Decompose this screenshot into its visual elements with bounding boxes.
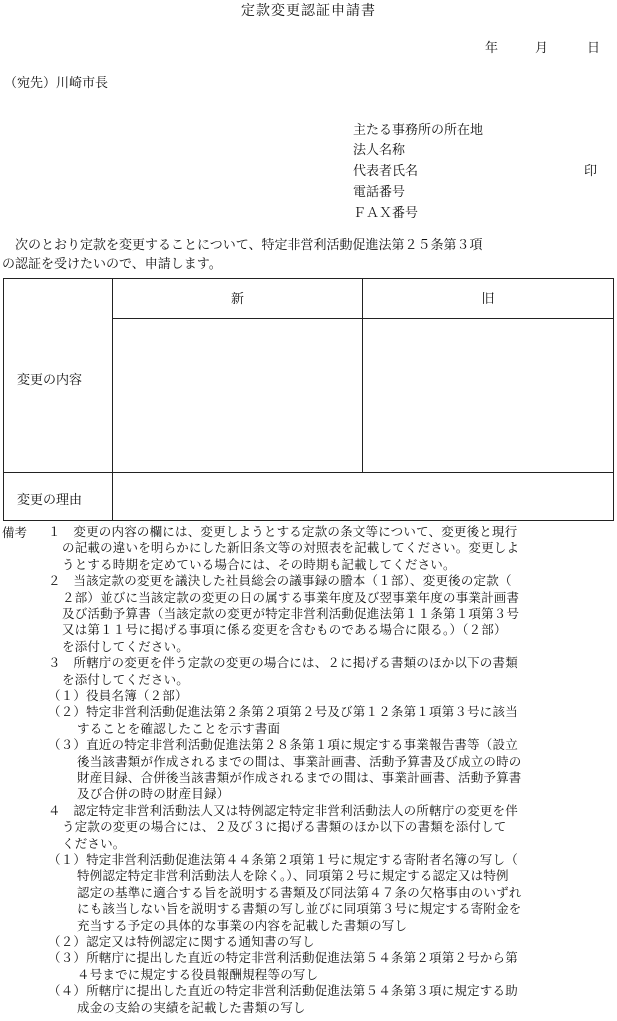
new-content-cell[interactable] xyxy=(113,319,362,472)
note-line: 成金の支給の実績を記載した書類の写し xyxy=(77,999,306,1015)
representative-label: 代表者氏名 xyxy=(353,164,419,179)
table-border xyxy=(613,278,614,521)
date-year-label: 年 xyxy=(485,41,499,56)
note-line: ３ 所轄庁の変更を伴う定款の変更の場合には、２に掲げる書類のほか以下の書類 xyxy=(48,655,518,671)
date-day-label: 日 xyxy=(587,41,601,56)
seal-mark: 印 xyxy=(584,164,598,179)
note-line: することを確認したことを示す書面 xyxy=(77,720,281,736)
table-border xyxy=(3,278,614,279)
column-header-new: 新 xyxy=(230,292,244,307)
fax-label: ＦＡＸ番号 xyxy=(353,206,419,221)
intro-line: の認証を受けたいので、申請します。 xyxy=(2,257,222,272)
addressee: （宛先）川崎市長 xyxy=(4,76,109,91)
phone-label: 電話番号 xyxy=(353,185,406,200)
note-line: ２ 当該定款の変更を議決した社員総会の議事録の謄本（１部）、変更後の定款（ xyxy=(48,573,512,589)
note-line: （２）特定非営利活動促進法第２条第２項第２号及び第１２条第１項第３号に該当 xyxy=(48,704,518,720)
note-line: 特例認定特定非営利活動法人を除く。）、同項第２号に規定する認定又は特例 xyxy=(77,868,509,884)
note-line: 又は第１１号に掲げる事項に係る変更を含むものである場合に限る。）（２部） xyxy=(62,622,507,638)
note-line: うとする時期を定めている場合には、その時期も記載してください。 xyxy=(62,556,456,572)
office-address-label: 主たる事務所の所在地 xyxy=(353,123,484,138)
note-line: 後当該書類が作成されるまでの間は、事業計画書、活動予算書及び成立の時の xyxy=(77,753,522,769)
notes-label: 備考 xyxy=(2,525,28,540)
old-content-cell[interactable] xyxy=(363,319,613,472)
reason-cell[interactable] xyxy=(113,473,613,520)
note-line: （２）認定又は特例認定に関する通知書の写し xyxy=(48,934,315,949)
note-line: を添付してください。 xyxy=(62,671,190,687)
note-line: （３）直近の特定非営利活動促進法第２８条第１項に規定する事業報告書等（設立 xyxy=(48,737,518,753)
note-line: （４）所轄庁に提出した直近の特定非営利活動促進法第５４条第３項に規定する助 xyxy=(48,983,518,999)
note-line: 充当する予定の具体的な事業の内容を記載した書類の写し xyxy=(77,917,408,933)
note-line: 財産目録、合併後当該書類が作成されるまでの間は、事業計画書、活動予算書 xyxy=(77,770,522,785)
note-line: （１）役員名簿（２部） xyxy=(48,688,188,703)
row-label-content: 変更の内容 xyxy=(17,373,83,388)
change-table xyxy=(3,278,614,521)
table-border xyxy=(3,520,614,521)
note-line: ２部）並びに当該定款の変更の日の属する事業年度及び翌事業年度の事業計画書 xyxy=(62,589,520,605)
note-line: 及び活動予算書（当該定款の変更が特定非営利活動促進法第１１条第１項第３号 xyxy=(62,606,520,621)
note-line: ４ 認定特定非営利活動法人又は特例認定特定非営利活動法人の所轄庁の変更を伴 xyxy=(48,802,518,818)
note-line: ４号までに規定する役員報酬規程等の写し xyxy=(77,966,319,982)
row-label-reason: 変更の理由 xyxy=(17,493,83,508)
intro-line: 次のとおり定款を変更することについて、特定非営利活動促進法第２５条第３項 xyxy=(15,238,483,253)
note-line: （３）所轄庁に提出した直近の特定非営利活動促進法第５４条第２項第２号から第 xyxy=(48,950,518,966)
note-line: 認定の基準に適合する旨を説明する書類及び同法第４７条の欠格事由のいずれ xyxy=(77,884,522,900)
note-line: う定款の変更の場合には、２及び３に掲げる書類のほか以下の書類を添付して xyxy=(62,819,507,835)
corp-name-label: 法人名称 xyxy=(353,143,406,158)
note-line: １ 変更の内容の欄には、変更しようとする定款の条文等について、変更後と現行 xyxy=(48,524,518,539)
note-line: ください。 xyxy=(62,835,126,851)
note-line: 及び合併の時の財産目録） xyxy=(77,786,230,802)
note-line: の記載の違いを明らかにした新旧条文等の対照表を記載してください。変更しよ xyxy=(62,540,520,556)
note-line: を添付してください。 xyxy=(62,638,190,654)
column-header-old: 旧 xyxy=(481,292,495,307)
note-line: （１）特定非営利活動促進法第４４条第２項第１号に規定する寄附者名簿の写し（ xyxy=(48,852,518,867)
table-border xyxy=(3,278,4,521)
note-line: にも該当しない旨を説明する書類の写し並びに同項第３号に規定する寄附金を xyxy=(77,901,522,917)
date-month-label: 月 xyxy=(535,41,549,56)
document-title: 定款変更認証申請書 xyxy=(241,3,376,19)
intro-paragraph xyxy=(2,236,614,274)
